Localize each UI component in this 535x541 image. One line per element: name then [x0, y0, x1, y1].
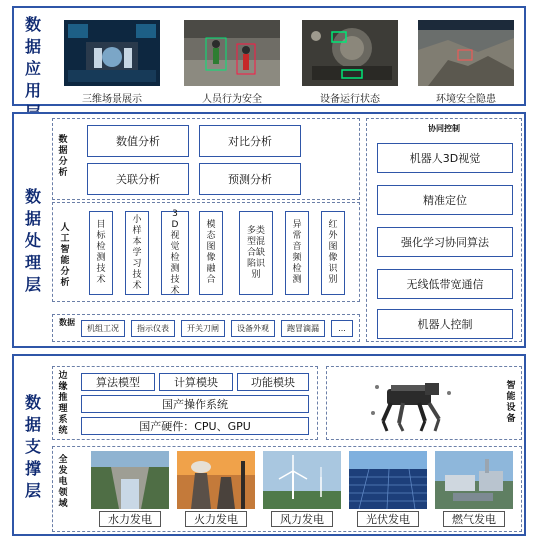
power-type-label: 燃气发电 [443, 511, 505, 527]
collab-control-label: 协同控制 [428, 124, 460, 133]
data-source-item: 机组工况 [81, 320, 125, 337]
ai-technique-label: 红外图像识别 [328, 220, 338, 285]
ai-analysis-label: 人工智能分析 [60, 223, 70, 288]
analysis-item-box: 数值分析 [87, 125, 189, 157]
smart-devices-label: 智能设备 [506, 381, 516, 424]
ai-technique-box [89, 211, 113, 295]
application-layer-title-text: 数据应用 [24, 15, 41, 100]
collab-item-box: 机器人3D视觉 [377, 143, 513, 173]
ai-technique-box [199, 211, 223, 295]
person-behavior-image [184, 20, 280, 86]
edge-inference-group [52, 366, 318, 440]
smart-devices-group [326, 366, 522, 440]
application-item-caption: 环境安全隐患 [436, 94, 496, 105]
application-item-caption: 三维场景展示 [82, 94, 142, 105]
data-source-item: 开关刀闸 [181, 320, 225, 337]
environment-hazard-image [418, 20, 514, 86]
collab-control-group [366, 118, 522, 342]
processing-layer-title [22, 186, 44, 296]
data-processing-layer [12, 112, 526, 348]
ai-technique-label: 3D视觉检测技术 [170, 209, 180, 296]
edge-module-box: 功能模块 [237, 373, 309, 391]
ai-technique-box [321, 211, 345, 295]
power-type-label: 风力发电 [271, 511, 333, 527]
ai-technique-box [239, 211, 273, 295]
analysis-item-box: 对比分析 [199, 125, 301, 157]
edge-inference-label: 边缘推理系统 [58, 371, 68, 436]
power-type-label: 火力发电 [185, 511, 247, 527]
data-analysis-group [52, 118, 360, 200]
collab-item-box: 无线低带宽通信 [377, 269, 513, 299]
equipment-status-image [302, 20, 398, 86]
ai-technique-label: 异常音频检测 [292, 220, 302, 285]
application-item-caption: 设备运行状态 [320, 94, 380, 105]
power-type-label: 光伏发电 [357, 511, 419, 527]
power-domain-group [52, 446, 522, 532]
ai-technique-label: 目标检测技术 [96, 220, 106, 285]
application-item-caption: 人员行为安全 [202, 94, 262, 105]
analysis-item-box: 关联分析 [87, 163, 189, 195]
data-support-layer [12, 354, 526, 536]
analysis-item-box: 预测分析 [199, 163, 301, 195]
ai-technique-label: 多类型混合缺陷识别 [246, 225, 265, 280]
data-source-item: 跑冒滴漏 [281, 320, 325, 337]
ai-technique-box [125, 211, 149, 295]
power-domain-label: 全发电领域 [58, 455, 68, 509]
data-source-item: 指示仪表 [131, 320, 175, 337]
collab-item-box: 强化学习协同算法 [377, 227, 513, 257]
support-layer-title-text: 数据支撑层 [24, 393, 41, 500]
wind-power-image [263, 451, 341, 509]
data-source-label: 数据 [59, 318, 75, 327]
ai-analysis-group [52, 202, 360, 302]
application-layer-title [22, 14, 44, 124]
data-analysis-label: 数据分析 [58, 135, 68, 178]
collab-item-box: 机器人控制 [377, 309, 513, 339]
edge-module-box: 算法模型 [81, 373, 155, 391]
ai-technique-label: 模态图像融合 [206, 220, 216, 285]
processing-layer-title-text: 数据处理层 [24, 187, 41, 294]
data-source-item: 设备外观 [231, 320, 275, 337]
robot-dog-image [367, 373, 457, 435]
gas-power-image [435, 451, 513, 509]
edge-module-box: 计算模块 [159, 373, 233, 391]
data-source-group [52, 314, 360, 342]
data-source-item: ... [331, 320, 353, 337]
ai-technique-box [285, 211, 309, 295]
solar-power-image [349, 451, 427, 509]
hardware-box: 国产硬件：CPU、GPU [81, 417, 309, 435]
os-box: 国产操作系统 [81, 395, 309, 413]
hydro-power-image [91, 451, 169, 509]
thermal-power-image [177, 451, 255, 509]
collab-item-box: 精准定位 [377, 185, 513, 215]
support-layer-title [22, 392, 44, 502]
ai-technique-label: 小样本学习技术 [132, 214, 142, 291]
3d-scene-image [64, 20, 160, 86]
power-type-label: 水力发电 [99, 511, 161, 527]
ai-technique-box [161, 211, 189, 295]
data-application-layer [12, 6, 526, 106]
